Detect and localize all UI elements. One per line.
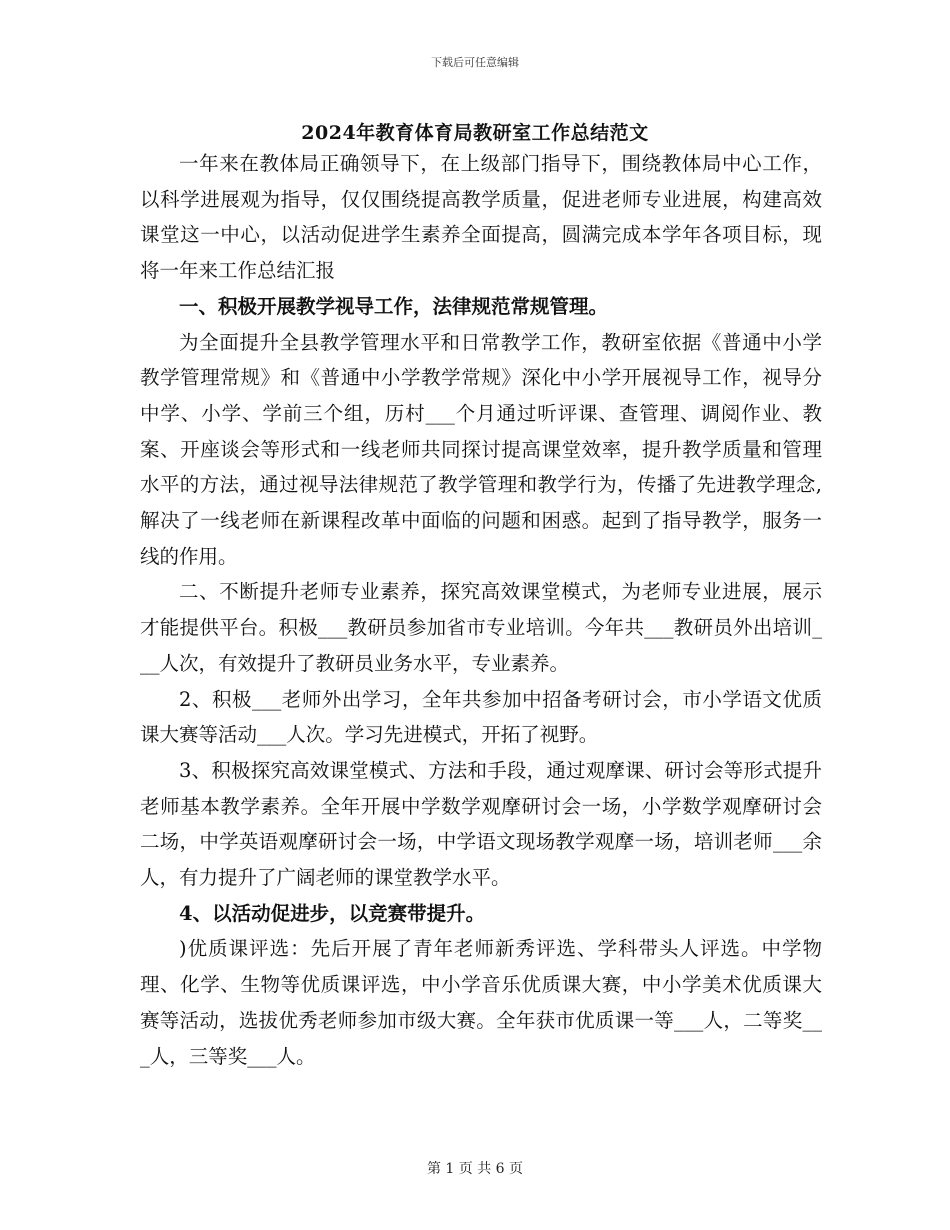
page-footer: 第 1 页 共 6 页 (426, 1161, 524, 1177)
section-heading-4: 4、以活动促进步，以竞赛带提升。 (179, 901, 486, 925)
document-title: 2024年教育体育局教研室工作总结范文 (301, 122, 649, 144)
paragraph-item-3: 3、积极探究高效课堂模式、方法和手段，通过观摩课、研讨会等形式提升老师基本教学素养。全年开展中学数学观摩研讨会一场，小学数学观摩研讨会二场，中学英语观摩研讨会一场，中学语文现场教学观摩一场，培训老师___余人，有力提升了广阔老师的课堂教学水平。 (140, 758, 822, 890)
document-body (140, 146, 822, 1074)
paragraph-intro: 一年来在教体局正确领导下，在上级部门指导下，围绕教体局中心工作，以科学进展观为指导，仅仅围绕提高教学质量，促进老师专业进展，构建高效课堂这一中心，以活动促进学生素养全面提高，圆满完成本学年各项目标，现将一年来工作总结汇报 (140, 152, 822, 283)
paragraph-item-2: 2、积极___老师外出学习，全年共参加中招备考研讨会，市小学语文优质课大赛等活动___人次。学习先进模式，开拓了视野。 (140, 687, 822, 747)
paragraph-section-2: 二、不断提升老师专业素养，探究高效课堂模式，为老师专业进展，展示才能提供平台。积极___教研员参加省市专业培训。今年共___教研员外出培训___人次，有效提升了教研员业务水平，专业素养。 (140, 580, 822, 675)
section-heading-1: 一、积极开展教学视导工作，法律规范常规管理。 (179, 294, 609, 318)
paragraph-supervision: 为全面提升全县教学管理水平和日常教学工作，教研室依据《普通中小学教学管理常规》和《普通中小学教学常规》深化中小学开展视导工作，视导分中学、小学、学前三个组，历村___个月通过听评课、查管理、调阅作业、教案、开座谈会等形式和一线老师共同探讨提高课堂效率，提升教学质量和管理水平的方法，通过视导法律规范了教学管理和教学行为，传播了先进教学理念,解决了一线老师在新课程改革中面临的问题和困惑。起到了指导教学，服务一线的作用。 (140, 330, 822, 568)
paragraph-quality-lessons: )优质课评选：先后开展了青年老师新秀评选、学科带头人评选。中学物理、化学、生物等优质课评选，中小学音乐优质课大赛，中小学美术优质课大赛等活动，选拔优秀老师参加市级大赛。全年获市优质课一等___人，二等奖___人，三等奖___人。 (140, 937, 822, 1068)
header-note: 下载后可任意编辑 (431, 56, 519, 69)
